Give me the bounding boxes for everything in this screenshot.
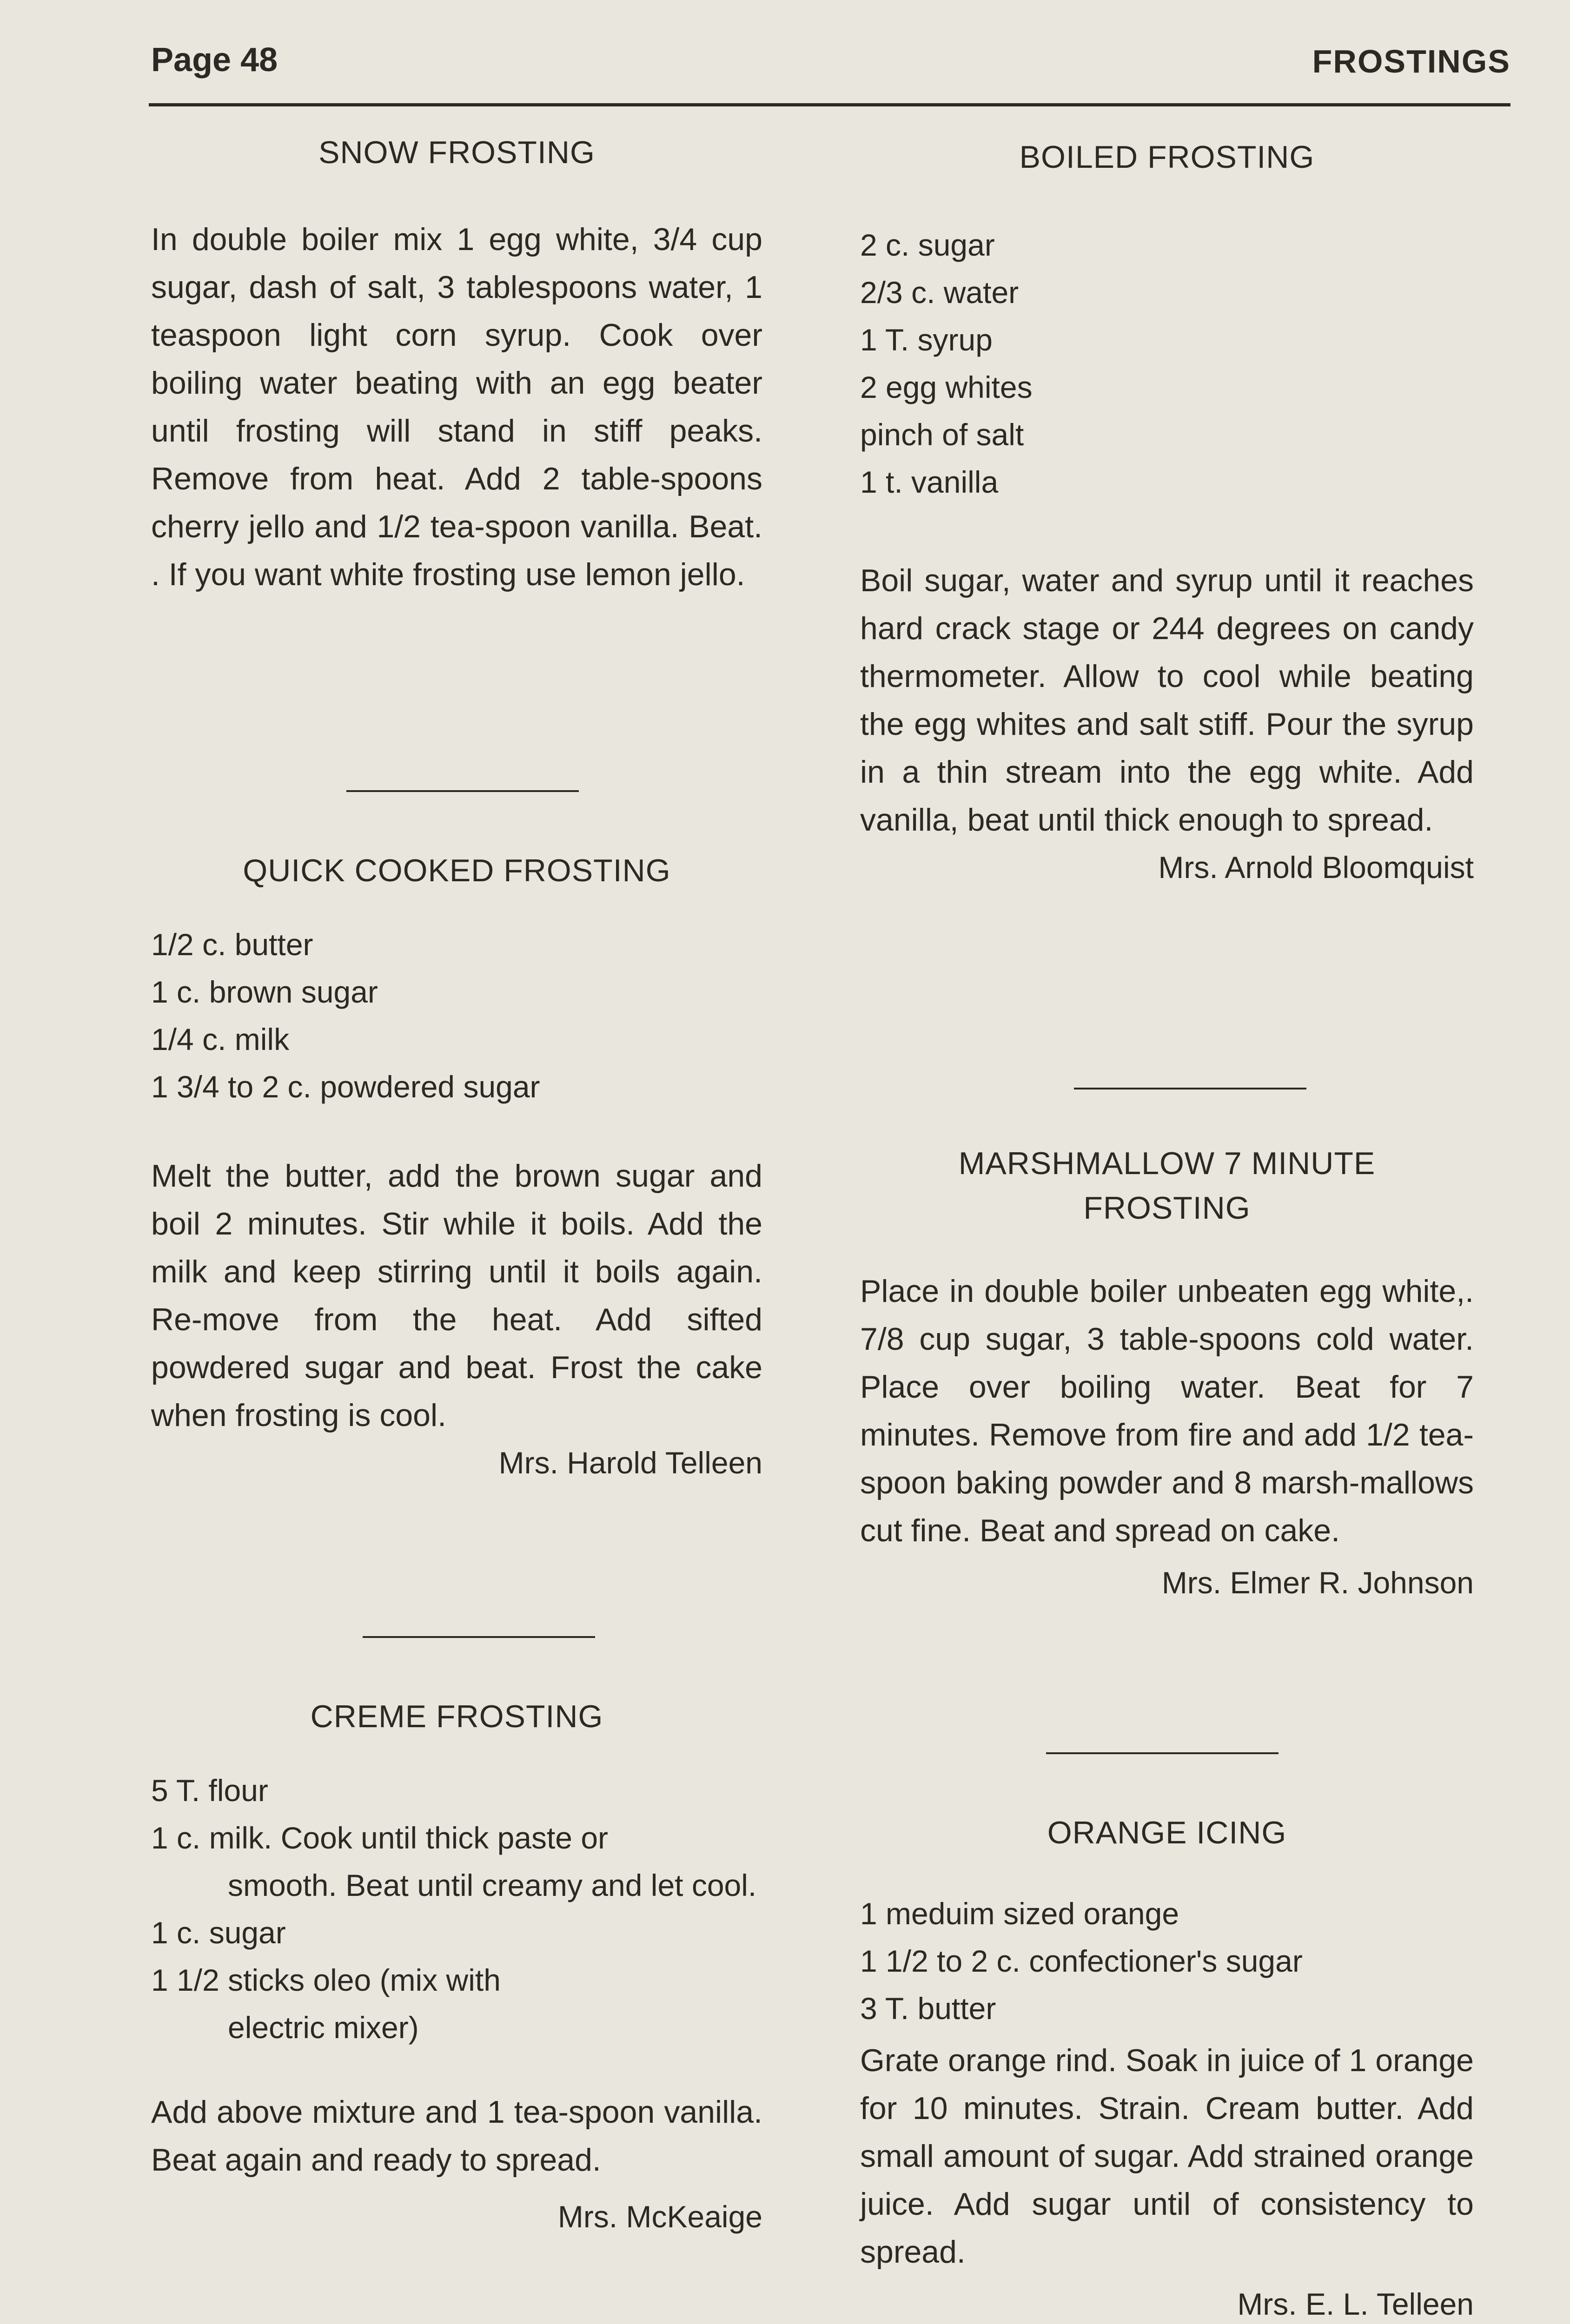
ingredient-item: 2/3 c. water <box>860 275 1019 310</box>
recipe-instructions: Boil sugar, water and syrup until it reaches hard crack stage or 244 degrees on candy thermometer. Allow to cool while beating the egg whites and salt stiff. Pour the syrup in a thin stream into the egg white. Add vanilla, beat until thick enough to spread. <box>860 563 1474 838</box>
ingredient-item: 1/2 c. butter <box>151 927 313 962</box>
recipe-instructions: Add above mixture and 1 tea-spoon vanilla. Beat again and ready to spread. <box>151 2094 762 2178</box>
ingredient-item: 1 3/4 to 2 c. powdered sugar <box>151 1070 540 1104</box>
recipe-title: ORANGE ICING <box>1047 1815 1287 1850</box>
recipe-quick-cooked-frosting <box>151 848 762 1486</box>
recipe-instructions: Place in double boiler unbeaten egg white,. 7/8 cup sugar, 3 table-spoons cold water. Place over boiling water. Beat for 7 minutes. Remove from fire and add 1/2 tea-spoon baking powder and 8 marsh-mallows cut fine. Beat and spread on cake. <box>860 1274 1474 1548</box>
recipe-title: BOILED FROSTING <box>1019 139 1315 175</box>
recipe-boiled-frosting <box>860 135 1474 891</box>
recipe-contributor: Mrs. Arnold Bloomquist <box>1158 850 1474 885</box>
ingredient-item: 1 t. vanilla <box>860 465 999 499</box>
recipe-instructions: Grate orange rind. Soak in juice of 1 orange for 10 minutes. Strain. Cream butter. Add small amount of sugar. Add strained orange juice. Add sugar until of consistency to spread. <box>860 2043 1474 2270</box>
ingredient-item: 1 c. milk. Cook until thick paste or smooth. Beat until creamy and let cool. <box>151 1821 757 1902</box>
page-number: Page 48 <box>151 41 278 79</box>
right-column <box>860 125 1474 2324</box>
recipe-divider <box>1046 1752 1279 1754</box>
recipe-title: CREME FROSTING <box>310 1699 603 1734</box>
recipe-title: MARSHMALLOW 7 MINUTE FROSTING <box>958 1146 1376 1226</box>
recipe-title: SNOW FROSTING <box>318 135 595 170</box>
recipe-instructions: In double boiler mix 1 egg white, 3/4 cup sugar, dash of salt, 3 tablespoons water, 1 teaspoon light corn syrup. Cook over boiling water beating with an egg beater until frosting will stand in stiff peaks. Remove from heat. Add 2 table-spoons cherry jello and 1/2 tea-spoon vanilla. Beat. . If you want white frosting use lemon jello. <box>151 222 762 592</box>
ingredient-item: 2 c. sugar <box>860 228 995 262</box>
recipe-divider <box>363 1636 595 1638</box>
recipe-instructions: Melt the butter, add the brown sugar and boil 2 minutes. Stir while it boils. Add the milk and keep stirring until it boils again. Re-move from the heat. Add sifted powdered sugar and beat. Frost the cake when frosting is cool. <box>151 1158 762 1433</box>
ingredient-list <box>151 1767 762 2051</box>
left-column <box>151 125 762 2324</box>
recipe-divider <box>346 790 579 792</box>
ingredient-item: 5 T. flour <box>151 1773 268 1808</box>
ingredient-item: 1 1/2 to 2 c. confectioner's sugar <box>860 1944 1303 1978</box>
ingredient-list <box>860 1890 1474 2032</box>
ingredient-item: 3 T. butter <box>860 1991 996 2026</box>
recipe-title: QUICK COOKED FROSTING <box>243 853 671 888</box>
recipe-marshmallow-frosting <box>860 1141 1474 1606</box>
ingredient-item: 1 meduim sized orange <box>860 1896 1179 1931</box>
recipe-creme-frosting <box>151 1694 762 2240</box>
ingredient-list <box>860 221 1474 506</box>
header-rule <box>149 103 1510 106</box>
ingredient-item: 1 1/2 sticks oleo (mix with electric mixer) <box>151 1963 501 2045</box>
recipe-contributor: Mrs. Elmer R. Johnson <box>1161 1565 1474 1600</box>
ingredient-item: 1/4 c. milk <box>151 1022 290 1056</box>
section-title: FROSTINGS <box>1312 43 1510 79</box>
recipe-orange-icing <box>860 1810 1474 2324</box>
ingredient-item: 2 egg whites <box>860 370 1033 404</box>
ingredient-item: 1 T. syrup <box>860 323 993 357</box>
ingredient-item: pinch of salt <box>860 417 1024 452</box>
ingredient-item: 1 c. sugar <box>151 1915 286 1950</box>
ingredient-list <box>151 921 762 1110</box>
recipe-divider <box>1074 1088 1306 1089</box>
recipe-contributor: Mrs. E. L. Telleen <box>1237 2287 1474 2321</box>
recipe-snow-frosting <box>151 130 762 599</box>
recipe-contributor: Mrs. McKeaige <box>557 2199 762 2234</box>
recipe-contributor: Mrs. Harold Telleen <box>498 1446 762 1480</box>
page-header <box>151 36 1510 87</box>
ingredient-item: 1 c. brown sugar <box>151 975 378 1009</box>
